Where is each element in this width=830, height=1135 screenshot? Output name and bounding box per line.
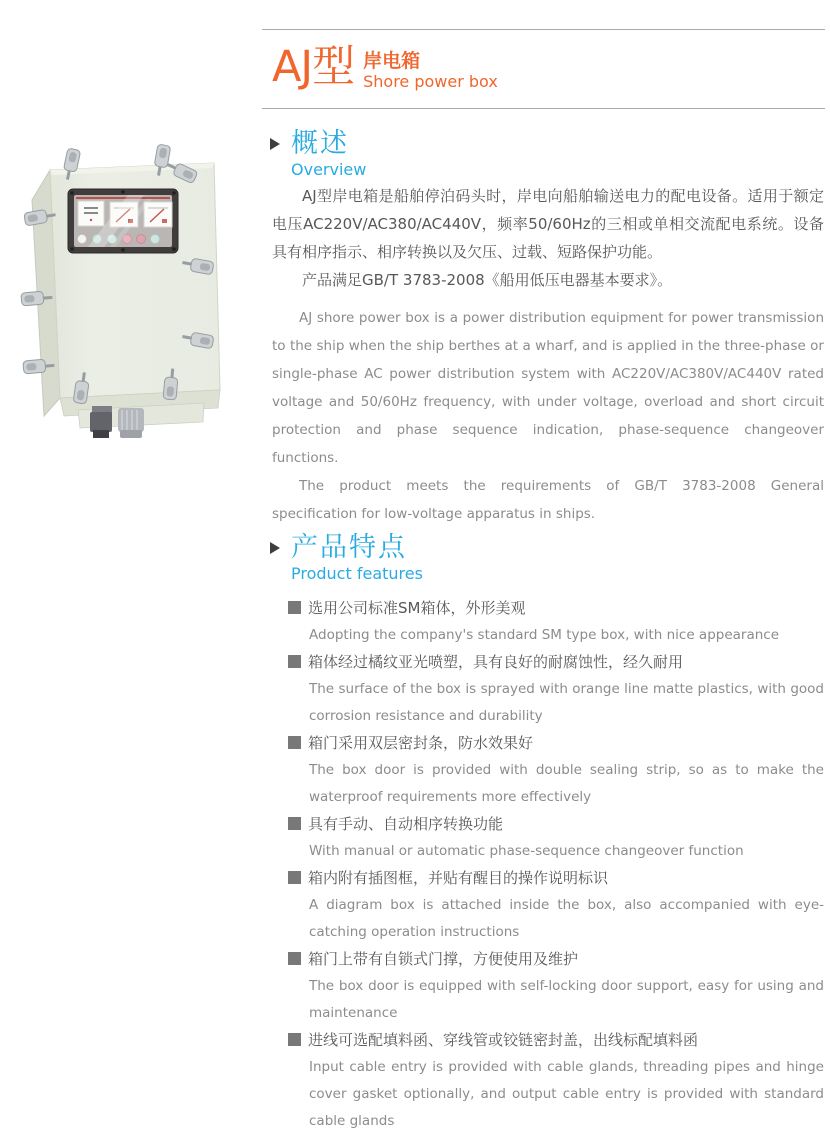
feature-item xyxy=(288,730,824,811)
feature-title-cn: 箱体经过橘纹亚光喷塑，具有良好的耐腐蚀性，经久耐用 xyxy=(308,653,684,671)
feature-desc-en: The surface of the box is sprayed with orange line matte plastics, with good corrosion resistance and durability xyxy=(309,681,824,724)
feature-item xyxy=(288,865,824,946)
feature-heading xyxy=(288,865,824,892)
product-photo xyxy=(18,152,254,448)
overview-paragraph-cn-1: AJ型岸电箱是船舶停泊码头时，岸电向船舶输送电力的配电设备。适用于额定电压AC220V/AC380/AC440V，频率50/60Hz的三相或单相交流配电系统。设备具有相序指示、相序转换以及欠压、过载、短路保护功能。 xyxy=(272,187,824,261)
feature-title-cn: 进线可选配填料函、穿线管或铰链密封盖，出线标配填料函 xyxy=(308,1031,699,1049)
feature-heading xyxy=(288,595,824,622)
feature-item xyxy=(288,649,824,730)
feature-heading xyxy=(288,730,824,757)
cable-gland-metal xyxy=(118,408,144,438)
features-title-cn: 产品特点 xyxy=(291,532,407,563)
model-subtitle xyxy=(363,44,498,92)
section-marker-icon xyxy=(270,542,280,554)
feature-item xyxy=(288,946,824,1027)
square-bullet-icon xyxy=(288,871,301,884)
meter-panel xyxy=(68,189,178,253)
section-features-header xyxy=(270,533,423,585)
overview-title-cn: 概述 xyxy=(291,128,349,159)
feature-heading xyxy=(288,811,824,838)
square-bullet-icon xyxy=(288,736,301,749)
feature-title-cn: 箱门上带有自锁式门撑，方便使用及维护 xyxy=(308,950,579,968)
square-bullet-icon xyxy=(288,655,301,668)
section-marker-icon xyxy=(270,138,280,150)
overview-paragraph-en-2: The product meets the requirements of GB/T 3783-2008 General specification for low-voltage apparatus in ships. xyxy=(272,478,824,522)
overview-text-en xyxy=(272,304,824,528)
overview-title-en: Overview xyxy=(291,160,367,179)
square-bullet-icon xyxy=(288,817,301,830)
model-name: AJ型 xyxy=(272,42,355,92)
overview-paragraph-cn-2: 产品满足GB/T 3783-2008《船用低压电器基本要求》。 xyxy=(302,271,673,289)
analog-meter-1 xyxy=(78,201,104,226)
features-list xyxy=(288,595,824,1135)
feature-title-cn: 选用公司标准SM箱体，外形美观 xyxy=(308,599,526,617)
page-title xyxy=(272,44,498,92)
square-bullet-icon xyxy=(288,952,301,965)
feature-heading xyxy=(288,649,824,676)
section-overview-header xyxy=(270,129,366,181)
feature-desc-en: Input cable entry is provided with cable glands, threading pipes and hinge cover gasket optionally, and output cable entry is provided with standard cable glands xyxy=(309,1059,824,1129)
feature-desc-en: A diagram box is attached inside the box, also accompanied with eye-catching operation instructions xyxy=(309,897,824,940)
features-title-en: Product features xyxy=(291,564,423,583)
feature-item xyxy=(288,811,824,865)
feature-item xyxy=(288,595,824,649)
model-subtitle-cn: 岸电箱 xyxy=(363,50,421,72)
shore-power-box-image xyxy=(18,152,254,448)
feature-title-cn: 具有手动、自动相序转换功能 xyxy=(308,815,504,833)
feature-desc-en: The box door is provided with double sealing strip, so as to make the waterproof requirements more effectively xyxy=(309,762,824,805)
feature-item xyxy=(288,1027,824,1135)
feature-desc-en: Adopting the company's standard SM type box, with nice appearance xyxy=(309,627,780,643)
feature-heading xyxy=(288,946,824,973)
model-subtitle-en: Shore power box xyxy=(363,72,498,91)
feature-desc-en: With manual or automatic phase-sequence changeover function xyxy=(309,843,744,859)
feature-desc-en: The box door is equipped with self-locking door support, easy for using and maintenance xyxy=(309,978,824,1021)
overview-text-cn xyxy=(272,182,824,294)
header-divider xyxy=(262,108,825,109)
square-bullet-icon xyxy=(288,1033,301,1046)
cable-gland-dark xyxy=(90,406,112,438)
square-bullet-icon xyxy=(288,601,301,614)
analog-meter-3 xyxy=(144,202,172,227)
overview-paragraph-en-1: AJ shore power box is a power distribution equipment for power transmission to the ship when the ship berthes at a wharf, and is applied in the three-phase or single-phase AC power distribution system with AC220V/AC380V/AC440V rated voltage and 50/60Hz frequency, with under voltage, overload and short circuit protection and phase sequence indication, phase-sequence changeover functions. xyxy=(272,310,824,466)
feature-title-cn: 箱门采用双层密封条，防水效果好 xyxy=(308,734,534,752)
feature-title-cn: 箱内附有插图框，并贴有醒目的操作说明标识 xyxy=(308,869,609,887)
top-divider xyxy=(262,29,825,30)
feature-heading xyxy=(288,1027,824,1054)
